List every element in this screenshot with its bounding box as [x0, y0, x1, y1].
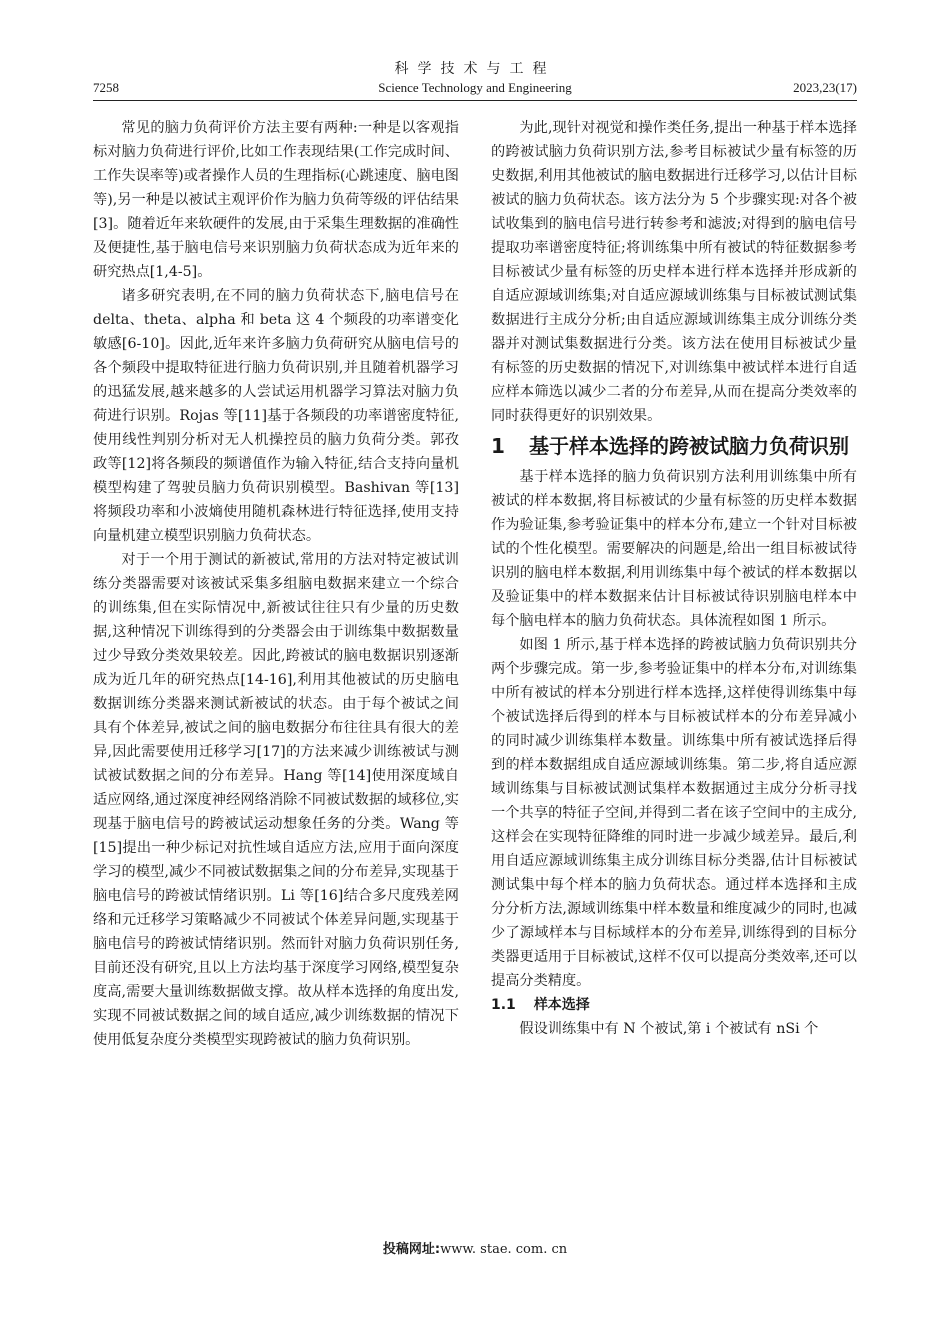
paragraph-frequency-bands: 诸多研究表明,在不同的脑力负荷状态下,脑电信号在 delta、theta、alpha 和 beta 这 4 个频段的功率谱变化敏感[6-10]。因此,近年来许多脑力负荷研究从脑电信号的各个频段中提取特征进行脑力负荷识别,并且随着机器学习的迅猛发展,越来越多的人尝试运用机器学习算法对脑力负荷进行识别。Rojas 等[11]基于各频段的功率谱密度特征,使用线性判别分析对无人机操控员的脑力负荷分类。郭孜政等[12]将各频段的频谱值作为输入特征,结合支持向量机模型构建了驾驶员脑力负荷识别模型。Bashivan 等[13]将频段功率和小波熵使用随机森林进行特征选择,使用支持向量机建立模型识别脑力负荷状态。	[93, 288, 459, 544]
subsection-number: 1.1	[491, 997, 516, 1013]
section-heading	[491, 430, 857, 463]
right-column	[491, 116, 857, 1041]
paragraph-sample-selection: 假设训练集中有 N 个被试,第 i 个被试有 nSi 个	[519, 1021, 819, 1037]
subsection-title: 样本选择	[533, 997, 590, 1013]
footer-url[interactable]: www. stae. com. cn	[440, 1242, 568, 1257]
header-rule	[93, 100, 857, 101]
left-column	[93, 116, 459, 1052]
year-volume-issue: 2023,23(17)	[793, 80, 857, 95]
paragraph-cross-subject: 对于一个用于测试的新被试,常用的方法对特定被试训练分类器需要对该被试采集多组脑电数据来建立一个综合的训练集,但在实际情况中,新被试往往只有少量的历史数据,这种情况下训练得到的分类器会由于训练集中数据数量过少导致分类效果较差。因此,跨被试的脑电数据识别逐渐成为近几年的研究热点[14-16],利用其他被试的历史脑电数据训练分类器来测试新被试的状态。由于每个被试之间具有个体差异,被试之间的脑电数据分布往往具有很大的差异,因此需要使用迁移学习[17]的方法来减少训练被试与测试被试数据之间的分布差异。Hang 等[14]使用深度域自适应网络,通过深度神经网络消除不同被试数据的域移位,实现基于脑电信号的跨被试运动想象任务的分类。Wang 等[15]提出一种少标记对抗性域自适应方法,应用于面向深度学习的模型,减少不同被试数据集之间的分布差异,实现基于脑电信号的跨被试情绪识别。Li 等[16]结合多尺度残差网络和元迁移学习策略减少不同被试个体差异问题,实现基于脑电信号的跨被试情绪识别。然而针对脑力负荷识别任务,目前还没有研究,且以上方法均基于深度学习网络,模型复杂度高,需要大量训练数据做支撑。故从样本选择的角度出发,实现不同被试数据之间的域自适应,减少训练数据的情况下使用低复杂度分类模型实现跨被试的脑力负荷识别。	[93, 552, 459, 1048]
page-number: 7258	[93, 80, 119, 95]
section-title: 基于样本选择的跨被试脑力负荷识别	[529, 434, 849, 458]
section-number: 1	[491, 434, 505, 458]
subsection-heading	[491, 993, 857, 1017]
footer	[0, 1238, 950, 1257]
paragraph-method-overview: 基于样本选择的脑力负荷识别方法利用训练集中所有被试的样本数据,将目标被试的少量有标签的历史样本数据作为验证集,参考验证集中的样本分布,建立一个针对目标被试的个性化模型。需要解决的问题是,给出一组目标被试待识别的脑电样本数据,利用训练集中每个被试的样本数据以及验证集中的样本数据来估计目标被试待识别脑电样本中每个脑电样本的脑力负荷状态。具体流程如图 1 所示。	[491, 469, 857, 629]
journal-title-zh: 科学技术与工程	[394, 61, 556, 77]
footer-label: 投稿网址:	[382, 1242, 441, 1257]
paragraph-two-steps: 如图 1 所示,基于样本选择的跨被试脑力负荷识别共分两个步骤完成。第一步,参考验证集中的样本分布,对训练集中所有被试的样本分别进行样本选择,这样使得训练集中每个被试选择后得到的样本与目标被试样本的分布差异减小的同时减少训练集样本数量。训练集中所有被试选择后得到的样本数据组成自适应源域训练集。第二步,将自适应源域训练集与目标被试测试集样本数据通过主成分分析寻找一个共享的特征子空间,并得到二者在该子空间中的主成分,这样会在实现特征降维的同时进一步减少域差异。最后,利用自适应源域训练集主成分训练目标分类器,估计目标被试测试集中每个样本的脑力负荷状态。通过样本选择和主成分分析方法,源域训练集中样本数量和维度减少的同时,也减少了源域样本与目标域样本的分布差异,训练得到的目标分类器更适用于目标被试,这样不仅可以提高分类效率,还可以提高分类精度。	[491, 637, 857, 989]
journal-title-en: Science Technology and Engineering	[378, 80, 572, 95]
paragraph-proposed-method: 为此,现针对视觉和操作类任务,提出一种基于样本选择的跨被试脑力负荷识别方法,参考目标被试少量有标签的历史数据,利用其他被试的脑电数据进行迁移学习,以估计目标被试的脑力负荷状态。该方法分为 5 个步骤实现:对各个被试收集到的脑电信号进行转参考和滤波;对得到的脑电信号提取功率谱密度特征;将训练集中所有被试的特征数据参考目标被试少量有标签的历史样本进行样本选择并形成新的自适应源域训练集;对自适应源域训练集与目标被试测试集数据进行主成分分析;由自适应源域训练集主成分训练分类器并对测试集数据进行分类。该方法在使用目标被试少量有标签的历史数据的情况下,对训练集中被试样本进行自适应样本筛选以减少二者的分布差异,从而在提高分类效率的同时获得更好的识别效果。	[491, 120, 857, 424]
paragraph-workload-evaluation: 常见的脑力负荷评价方法主要有两种:一种是以客观指标对脑力负荷进行评价,比如工作表现结果(工作完成时间、工作失误率等)或者操作人员的生理指标(心跳速度、脑电图等),另一种是以被试主观评价作为脑力负荷等级的评估结果[3]。随着近年来软硬件的发展,由于采集生理数据的准确性及便捷性,基于脑电信号来识别脑力负荷状态成为近年来的研究热点[1,4-5]。	[93, 120, 459, 280]
